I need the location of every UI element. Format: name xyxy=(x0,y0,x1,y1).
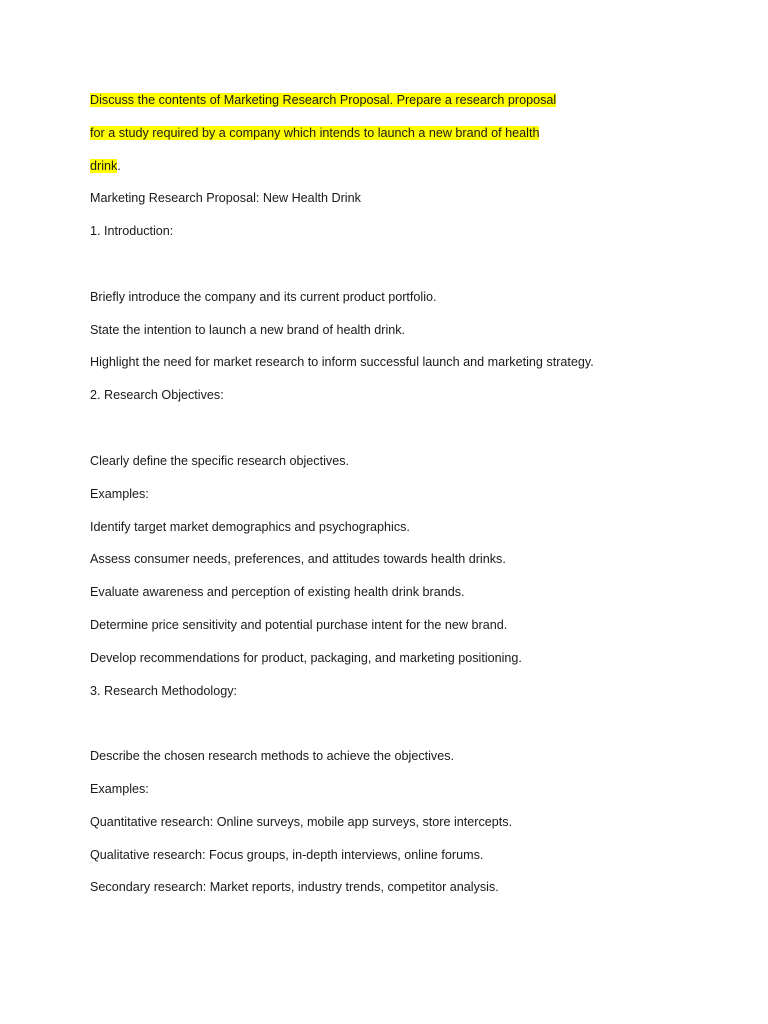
section-line: Evaluate awareness and perception of existing health drink brands. xyxy=(90,585,465,600)
document-title: Marketing Research Proposal: New Health Drink xyxy=(90,191,361,206)
question-line-1 xyxy=(90,92,690,108)
section-line: Describe the chosen research methods to achieve the objectives. xyxy=(90,749,455,764)
highlighted-text: drink xyxy=(90,158,118,173)
section-line: Secondary research: Market reports, industry trends, competitor analysis. xyxy=(90,880,499,895)
document-body xyxy=(90,92,690,912)
section-line: Examples: xyxy=(90,486,149,501)
section-line: Clearly define the specific research objectives. xyxy=(90,453,349,468)
section-line: State the intention to launch a new brand of health drink. xyxy=(90,322,406,337)
section-line: Assess consumer needs, preferences, and attitudes towards health drinks. xyxy=(90,552,506,567)
section-line: Briefly introduce the company and its current product portfolio. xyxy=(90,289,437,304)
section-line: Examples: xyxy=(90,782,149,797)
section-heading-methodology: 3. Research Methodology: xyxy=(90,683,238,698)
question-line-3-tail: . xyxy=(117,158,121,173)
section-line: Qualitative research: Focus groups, in-depth interviews, online forums. xyxy=(90,847,484,862)
section-heading-introduction: 1. Introduction: xyxy=(90,224,174,239)
section-heading-objectives: 2. Research Objectives: xyxy=(90,388,224,403)
question-line-3 xyxy=(90,158,690,174)
question-line-2 xyxy=(90,125,690,141)
section-line: Highlight the need for market research to inform successful launch and marketing strategy. xyxy=(90,355,594,370)
section-line: Quantitative research: Online surveys, mobile app surveys, store intercepts. xyxy=(90,814,513,829)
section-line: Determine price sensitivity and potential purchase intent for the new brand. xyxy=(90,617,508,632)
highlighted-text: Discuss the contents of Marketing Research Proposal. Prepare a research proposal xyxy=(90,93,557,107)
section-line: Identify target market demographics and psychographics. xyxy=(90,519,410,534)
section-line: Develop recommendations for product, packaging, and marketing positioning. xyxy=(90,650,522,665)
highlighted-text: for a study required by a company which intends to launch a new brand of health xyxy=(90,125,540,140)
